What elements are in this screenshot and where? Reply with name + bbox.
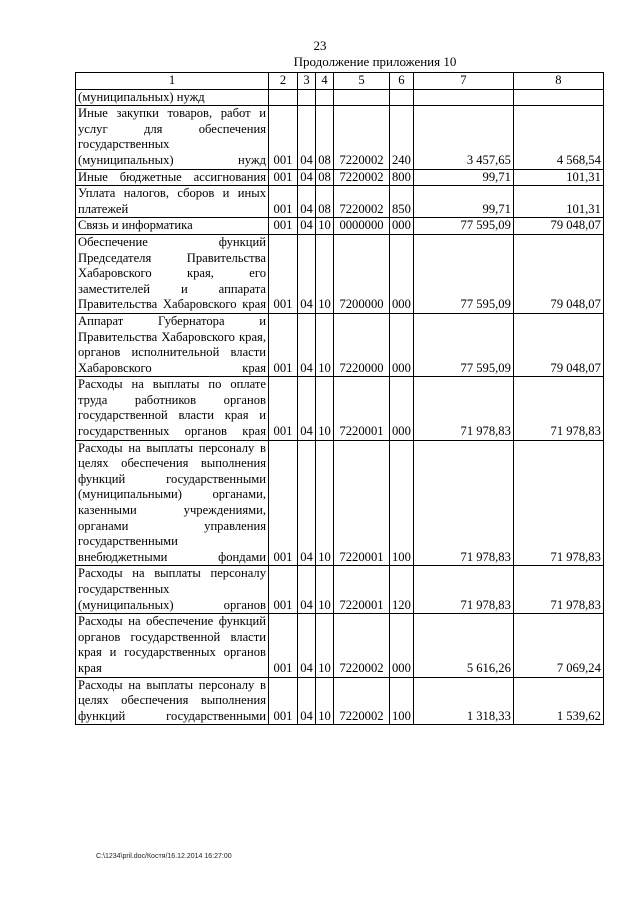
row-name-cell: Расходы на выплаты персоналу в целях обеспечения выполнения функций государственными (муниципальными) органами, казенными учреждениями, органами управления государственными внебюджетными фондами xyxy=(76,440,269,566)
row-name-cell: Расходы на выплаты по оплате труда работников органов государственной власти края и государственных органов края xyxy=(76,377,269,440)
table-row xyxy=(76,313,604,376)
row-cell-c3 xyxy=(298,89,316,106)
table-row xyxy=(76,106,604,169)
row-cell-c8: 4 568,54 xyxy=(513,106,603,169)
row-cell-c6: 000 xyxy=(390,614,414,677)
row-cell-c4: 10 xyxy=(316,377,334,440)
row-cell-c7: 77 595,09 xyxy=(413,234,513,313)
table-row xyxy=(76,440,604,566)
table-row xyxy=(76,218,604,235)
row-cell-c8: 71 978,83 xyxy=(513,377,603,440)
row-cell-c8: 101,31 xyxy=(513,169,603,186)
row-cell-c8 xyxy=(513,89,603,106)
row-cell-c5: 7220000 xyxy=(334,313,390,376)
row-cell-c6: 100 xyxy=(390,677,414,725)
table-row xyxy=(76,89,604,106)
column-header: 3 xyxy=(298,73,316,90)
row-cell-c8: 71 978,83 xyxy=(513,440,603,566)
row-cell-c3: 04 xyxy=(298,106,316,169)
column-header: 8 xyxy=(513,73,603,90)
row-cell-c8: 79 048,07 xyxy=(513,313,603,376)
row-cell-c6 xyxy=(390,89,414,106)
row-cell-c2: 001 xyxy=(269,169,298,186)
row-cell-c8: 1 539,62 xyxy=(513,677,603,725)
table-row xyxy=(76,614,604,677)
row-cell-c7 xyxy=(413,89,513,106)
row-cell-c6: 000 xyxy=(390,377,414,440)
row-cell-c8: 101,31 xyxy=(513,186,603,218)
row-name-cell: Иные бюджетные ассигнования xyxy=(76,169,269,186)
row-cell-c5: 7220002 xyxy=(334,677,390,725)
budget-table xyxy=(75,72,604,725)
row-cell-c3: 04 xyxy=(298,313,316,376)
row-cell-c4: 10 xyxy=(316,218,334,235)
column-header: 2 xyxy=(269,73,298,90)
row-name-cell: (муниципальных) нужд xyxy=(76,89,269,106)
row-cell-c7: 99,71 xyxy=(413,186,513,218)
row-cell-c4: 10 xyxy=(316,614,334,677)
row-cell-c6: 000 xyxy=(390,313,414,376)
row-cell-c7: 71 978,83 xyxy=(413,440,513,566)
row-cell-c8: 79 048,07 xyxy=(513,218,603,235)
row-cell-c5: 0000000 xyxy=(334,218,390,235)
row-cell-c2: 001 xyxy=(269,440,298,566)
column-header: 4 xyxy=(316,73,334,90)
row-cell-c3: 04 xyxy=(298,186,316,218)
row-cell-c7: 1 318,33 xyxy=(413,677,513,725)
row-cell-c6: 000 xyxy=(390,234,414,313)
row-cell-c7: 77 595,09 xyxy=(413,218,513,235)
row-cell-c2: 001 xyxy=(269,186,298,218)
table-row xyxy=(76,169,604,186)
row-cell-c3: 04 xyxy=(298,377,316,440)
row-cell-c4: 10 xyxy=(316,440,334,566)
row-cell-c4: 10 xyxy=(316,234,334,313)
row-cell-c2: 001 xyxy=(269,218,298,235)
row-cell-c2: 001 xyxy=(269,313,298,376)
row-cell-c4: 08 xyxy=(316,186,334,218)
row-name-cell: Обеспечение функций Председателя Правительства Хабаровского края, его заместителей и аппарата Правительства Хабаровского края xyxy=(76,234,269,313)
row-cell-c6: 800 xyxy=(390,169,414,186)
row-cell-c3: 04 xyxy=(298,169,316,186)
row-name-cell: Аппарат Губернатора и Правительства Хабаровского края, органов исполнительной власти Хабаровского края xyxy=(76,313,269,376)
row-cell-c3: 04 xyxy=(298,234,316,313)
row-cell-c5: 7220001 xyxy=(334,377,390,440)
row-cell-c6: 120 xyxy=(390,566,414,614)
row-cell-c3: 04 xyxy=(298,440,316,566)
page-number: 23 xyxy=(313,38,327,53)
row-cell-c7: 99,71 xyxy=(413,169,513,186)
row-cell-c4: 10 xyxy=(316,677,334,725)
row-cell-c5: 7220002 xyxy=(334,186,390,218)
table-row xyxy=(76,566,604,614)
column-header: 7 xyxy=(413,73,513,90)
row-cell-c5: 7220001 xyxy=(334,440,390,566)
table-row xyxy=(76,186,604,218)
row-name-cell: Связь и информатика xyxy=(76,218,269,235)
row-cell-c5: 7220001 xyxy=(334,566,390,614)
row-cell-c7: 5 616,26 xyxy=(413,614,513,677)
column-header: 6 xyxy=(390,73,414,90)
row-cell-c8: 7 069,24 xyxy=(513,614,603,677)
row-name-cell: Уплата налогов, сборов и иных платежей xyxy=(76,186,269,218)
row-cell-c4: 10 xyxy=(316,566,334,614)
row-cell-c5 xyxy=(334,89,390,106)
row-name-cell: Расходы на обеспечение функций органов государственной власти края и государственных органов края xyxy=(76,614,269,677)
row-cell-c6: 850 xyxy=(390,186,414,218)
row-cell-c7: 3 457,65 xyxy=(413,106,513,169)
row-cell-c3: 04 xyxy=(298,614,316,677)
row-cell-c5: 7220002 xyxy=(334,614,390,677)
row-cell-c5: 7200000 xyxy=(334,234,390,313)
column-header: 5 xyxy=(334,73,390,90)
row-cell-c5: 7220002 xyxy=(334,169,390,186)
appendix-caption: Продолжение приложения 10 xyxy=(293,54,457,69)
table-row xyxy=(76,377,604,440)
row-name-cell: Иные закупки товаров, работ и услуг для обеспечения государственных (муниципальных) нужд xyxy=(76,106,269,169)
row-cell-c8: 79 048,07 xyxy=(513,234,603,313)
row-cell-c4: 10 xyxy=(316,313,334,376)
row-cell-c2: 001 xyxy=(269,234,298,313)
row-name-cell: Расходы на выплаты персоналу в целях обеспечения выполнения функций государственными xyxy=(76,677,269,725)
column-header: 1 xyxy=(76,73,269,90)
row-cell-c6: 100 xyxy=(390,440,414,566)
row-cell-c3: 04 xyxy=(298,566,316,614)
row-cell-c6: 240 xyxy=(390,106,414,169)
row-cell-c2: 001 xyxy=(269,566,298,614)
row-cell-c4: 08 xyxy=(316,169,334,186)
table-row xyxy=(76,677,604,725)
row-cell-c7: 77 595,09 xyxy=(413,313,513,376)
row-cell-c2: 001 xyxy=(269,106,298,169)
row-cell-c8: 71 978,83 xyxy=(513,566,603,614)
row-cell-c3: 04 xyxy=(298,677,316,725)
header-row xyxy=(76,73,604,90)
row-cell-c2 xyxy=(269,89,298,106)
row-cell-c3: 04 xyxy=(298,218,316,235)
row-cell-c4 xyxy=(316,89,334,106)
row-cell-c2: 001 xyxy=(269,377,298,440)
row-cell-c7: 71 978,83 xyxy=(413,566,513,614)
table-row xyxy=(76,234,604,313)
row-cell-c7: 71 978,83 xyxy=(413,377,513,440)
file-path-footer: C:\1234\pril.doc/Костя/16.12.2014 16:27:00 xyxy=(96,853,232,860)
row-cell-c2: 001 xyxy=(269,677,298,725)
row-cell-c2: 001 xyxy=(269,614,298,677)
row-cell-c4: 08 xyxy=(316,106,334,169)
row-name-cell: Расходы на выплаты персоналу государственных (муниципальных) органов xyxy=(76,566,269,614)
row-cell-c6: 000 xyxy=(390,218,414,235)
row-cell-c5: 7220002 xyxy=(334,106,390,169)
